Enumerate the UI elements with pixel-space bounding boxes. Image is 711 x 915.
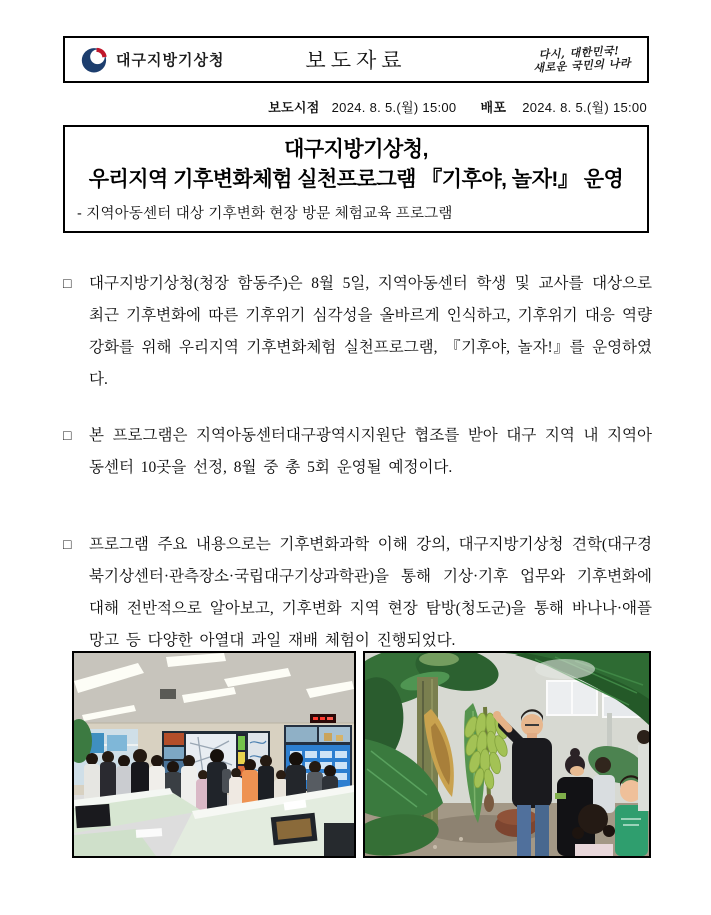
square-bullet-icon: □ [63,427,72,443]
doc-type-title: 보도자료 [305,47,407,72]
body-text [63,268,652,657]
slogan-calligraphy [533,44,632,75]
release-time-value: 2024. 8. 5.(월) 15:00 [331,100,457,115]
korea-gov-taegeuk-logo-icon [81,46,108,73]
slogan-line1: 다시, 대한민국! [538,44,621,62]
distribute-time-label: 배포 [480,100,507,115]
photo-weather-center-visit [72,651,356,858]
title-line2: 우리지역 기후변화체험 실천프로그램 『기후야, 놀자!』 운영 [88,168,624,191]
paragraph-3-text: 프로그램 주요 내용으로는 기후변화과학 이해 강의, 대구지방기상청 견학(대구경북기상센터·관측장소·국립대구기상과학관)을 통해 기상·기후 업무와 기후변화에 대해 전반적으로 알아보고, 기후변화 지역 현장 탐방(청도군)을 통해 바나나·애플망고 등 다양한 아열대 과일 재배 체험이 진행되었다. [89,536,652,649]
release-time-label: 보도시점 [268,100,320,115]
title-box [63,125,649,233]
paragraph-2-text: 본 프로그램은 지역아동센터대구광역시지원단 협조를 받아 대구 지역 내 지역아동센터 10곳을 선정, 8월 중 총 5회 운영될 예정이다. [89,427,652,476]
square-bullet-icon: □ [63,275,72,291]
title-subtitle: - 지역아동센터 대상 기후변화 현장 방문 체험교육 프로그램 [77,206,453,222]
release-info-line [268,97,647,116]
distribute-time-value: 2024. 8. 5.(월) 15:00 [522,100,647,115]
photo-banana-greenhouse [363,651,651,858]
org-group [81,46,224,73]
photo-row [72,651,651,858]
square-bullet-icon: □ [63,536,72,552]
weather-center-photo-illustration [74,653,354,856]
paragraph-2 [63,420,652,484]
banana-greenhouse-photo-illustration [365,653,649,856]
paragraph-1 [63,268,652,396]
paragraph-3 [63,529,652,657]
title-line1: 대구지방기상청, [284,138,428,161]
org-name: 대구지방기상청 [116,52,225,69]
header [63,36,649,83]
paragraph-1-text: 대구지방기상청(청장 함동주)은 8월 5일, 지역아동센터 학생 및 교사를 대상으로 최근 기후변화에 따른 기후위기 심각성을 올바르게 인식하고, 기후위기 대응 역량 강화를 위해 우리지역 기후변화체험 실천프로그램, 『기후야, 놀자!』를 운영하였다. [89,275,652,388]
slogan-line2: 새로운 국민의 나라 [533,56,632,75]
